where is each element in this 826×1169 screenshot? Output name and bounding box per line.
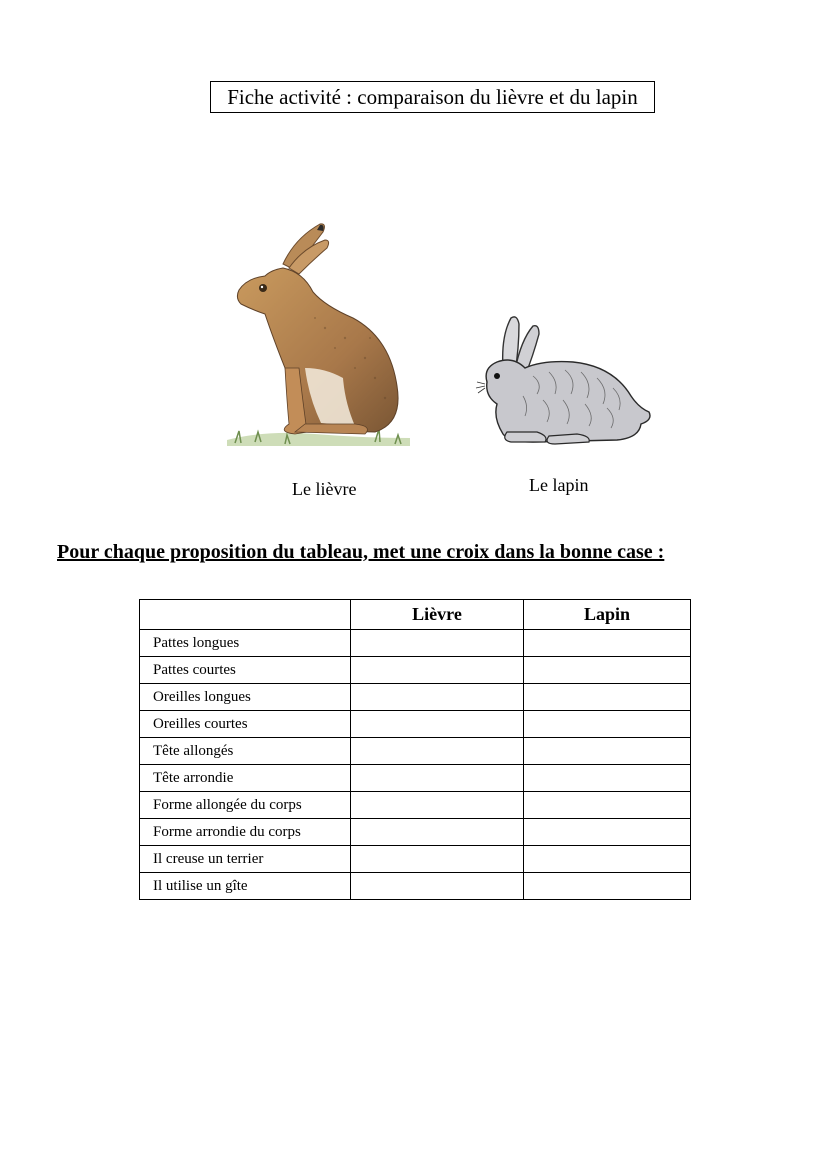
instruction-heading: Pour chaque proposition du tableau, met une croix dans la bonne case : <box>57 541 665 563</box>
header-empty <box>140 600 351 630</box>
checkbox-cell-lapin[interactable] <box>524 819 691 846</box>
checkbox-cell-lievre[interactable] <box>351 846 524 873</box>
table-row <box>140 873 691 900</box>
row-label: Pattes courtes <box>140 657 351 684</box>
checkbox-cell-lievre[interactable] <box>351 630 524 657</box>
table-row <box>140 711 691 738</box>
row-label: Oreilles longues <box>140 684 351 711</box>
table-row <box>140 765 691 792</box>
table-row <box>140 792 691 819</box>
table-row <box>140 846 691 873</box>
checkbox-cell-lievre[interactable] <box>351 819 524 846</box>
page-title: Fiche activité : comparaison du lièvre et du lapin <box>210 81 655 113</box>
hare-illustration <box>225 218 415 453</box>
checkbox-cell-lievre[interactable] <box>351 657 524 684</box>
checkbox-cell-lievre[interactable] <box>351 792 524 819</box>
row-label: Il utilise un gîte <box>140 873 351 900</box>
row-label: Pattes longues <box>140 630 351 657</box>
checkbox-cell-lievre[interactable] <box>351 873 524 900</box>
table-row <box>140 738 691 765</box>
table-row <box>140 657 691 684</box>
checkbox-cell-lapin[interactable] <box>524 873 691 900</box>
checkbox-cell-lievre[interactable] <box>351 738 524 765</box>
row-label: Forme allongée du corps <box>140 792 351 819</box>
checkbox-cell-lapin[interactable] <box>524 846 691 873</box>
checkbox-cell-lapin[interactable] <box>524 657 691 684</box>
checkbox-cell-lapin[interactable] <box>524 711 691 738</box>
row-label: Tête allongés <box>140 738 351 765</box>
table-header-row <box>140 600 691 630</box>
row-label: Il creuse un terrier <box>140 846 351 873</box>
checkbox-cell-lievre[interactable] <box>351 765 524 792</box>
checkbox-cell-lapin[interactable] <box>524 738 691 765</box>
checkbox-cell-lievre[interactable] <box>351 684 524 711</box>
checkbox-cell-lapin[interactable] <box>524 630 691 657</box>
checkbox-cell-lapin[interactable] <box>524 684 691 711</box>
header-lievre: Lièvre <box>351 600 524 630</box>
checkbox-cell-lievre[interactable] <box>351 711 524 738</box>
row-label: Tête arrondie <box>140 765 351 792</box>
rabbit-caption: Le lapin <box>529 475 589 495</box>
row-label: Forme arrondie du corps <box>140 819 351 846</box>
row-label: Oreilles courtes <box>140 711 351 738</box>
comparison-table <box>139 599 691 900</box>
checkbox-cell-lapin[interactable] <box>524 765 691 792</box>
checkbox-cell-lapin[interactable] <box>524 792 691 819</box>
table-row <box>140 684 691 711</box>
table-row <box>140 630 691 657</box>
table-row <box>140 819 691 846</box>
header-lapin: Lapin <box>524 600 691 630</box>
rabbit-illustration <box>463 296 658 466</box>
hare-caption: Le lièvre <box>292 479 357 499</box>
